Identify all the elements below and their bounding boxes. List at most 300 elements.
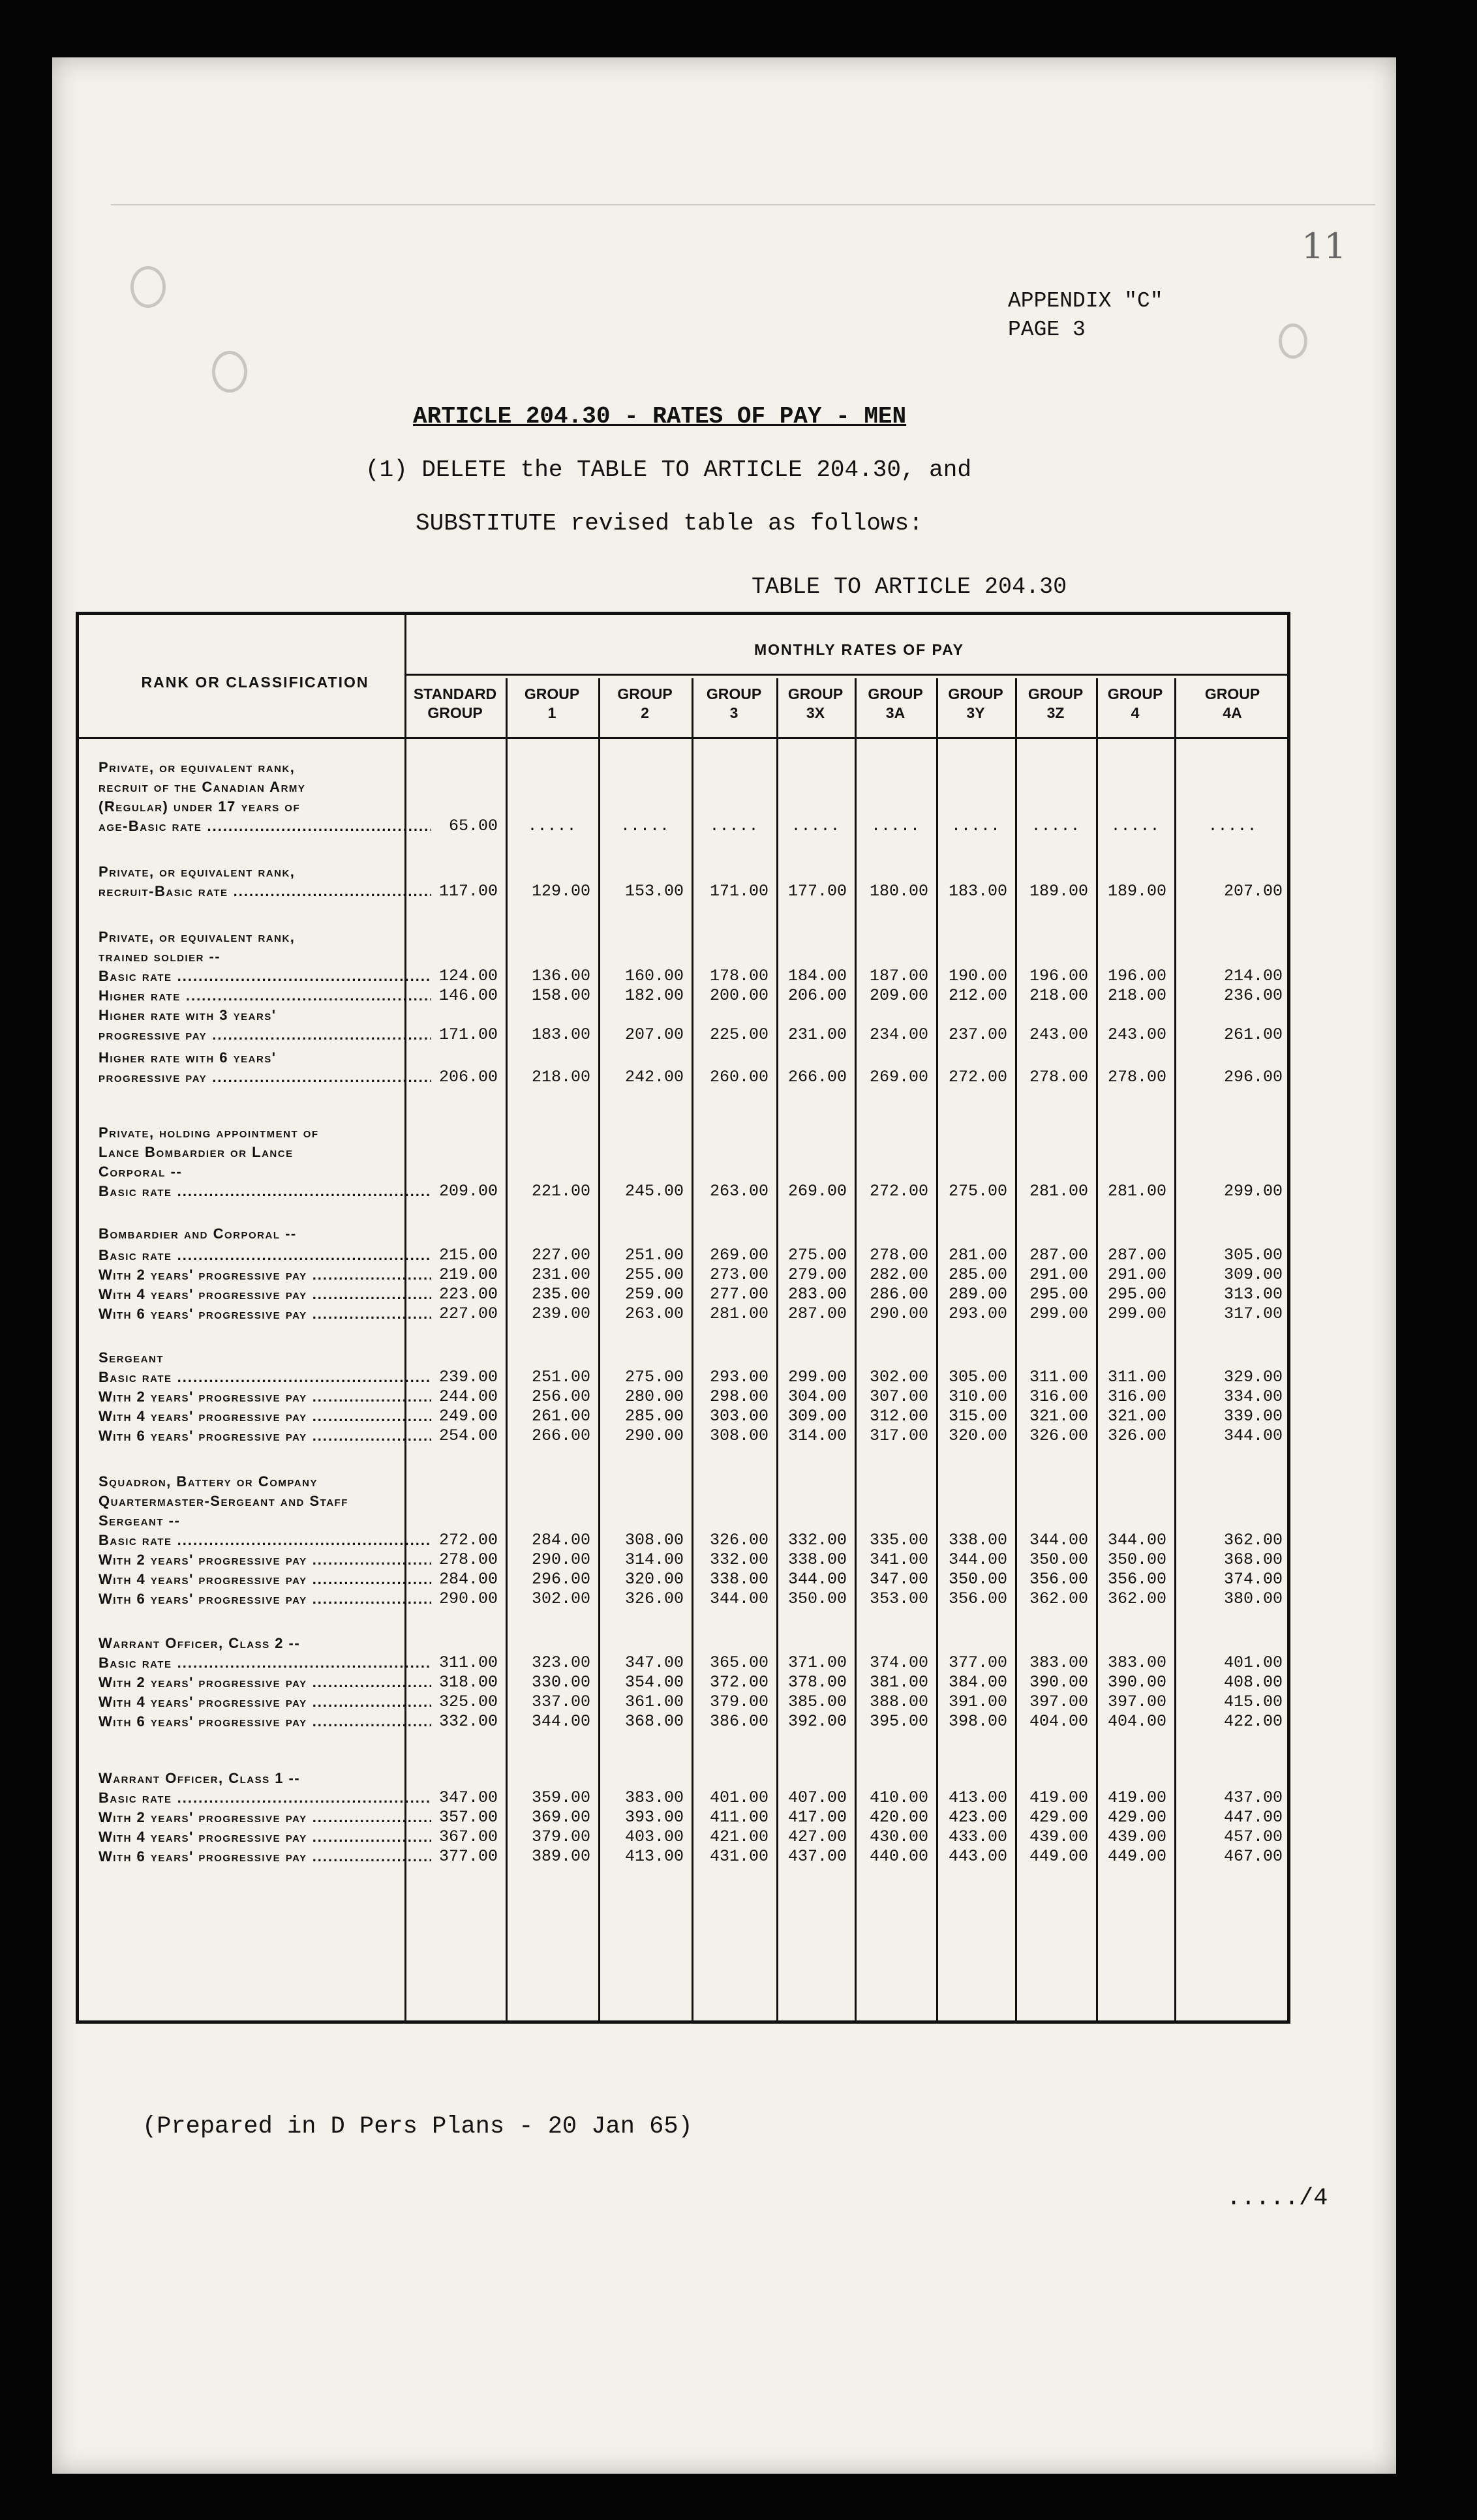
rate-cell: 431.00 [709, 1847, 769, 1866]
rate-cell: 332.00 [787, 1531, 847, 1550]
rate-cell: 368.00 [624, 1712, 684, 1731]
rate-cell: 385.00 [787, 1692, 847, 1711]
rate-cell: 65.00 [448, 817, 498, 835]
rate-cell: 305.00 [1223, 1246, 1283, 1265]
rate-cell: 316.00 [1107, 1387, 1166, 1406]
rate-cell: 417.00 [787, 1808, 847, 1827]
table-row [79, 1652, 1286, 1673]
rate-cell: 344.00 [531, 1712, 590, 1731]
rate-cell: 377.00 [948, 1653, 1007, 1672]
rate-cell: 317.00 [869, 1426, 928, 1445]
rate-cell: 365.00 [709, 1653, 769, 1672]
rate-cell: 235.00 [531, 1285, 590, 1304]
rate-cell: 335.00 [869, 1531, 928, 1550]
rank-label: Basic rate ..... [99, 1787, 431, 1808]
rate-cell: 269.00 [869, 1068, 928, 1087]
table-row [79, 1826, 1286, 1848]
rate-cell: 296.00 [1223, 1068, 1283, 1087]
table-row [79, 757, 1286, 778]
rate-cell: 273.00 [709, 1265, 769, 1284]
rate-cell: 207.00 [1223, 882, 1283, 901]
rate-cell: ..... [1031, 817, 1080, 835]
table-row [79, 1529, 1286, 1551]
rate-cell: 316.00 [1029, 1387, 1088, 1406]
rate-cell: 117.00 [438, 882, 498, 901]
rate-cell: 299.00 [1223, 1182, 1283, 1201]
table-row [79, 1632, 1286, 1654]
rank-label: Private, or equivalent rank, [99, 759, 296, 775]
rate-cell: 374.00 [869, 1653, 928, 1672]
rate-cell: 189.00 [1107, 882, 1166, 901]
rate-cell: 261.00 [1223, 1025, 1283, 1044]
rank-label: progressive pay ..... [99, 1024, 431, 1045]
rate-cell: 196.00 [1107, 967, 1166, 985]
rate-cell: 290.00 [531, 1550, 590, 1569]
rate-cell: 178.00 [709, 967, 769, 985]
rank-label: Private, or equivalent rank, [99, 929, 296, 945]
rate-cell: 397.00 [1107, 1692, 1166, 1711]
table-row [79, 1024, 1286, 1045]
rate-cell: 323.00 [531, 1653, 590, 1672]
table-row [79, 1568, 1286, 1590]
rank-label: Lance Bombardier or Lance [99, 1144, 294, 1160]
instruction-delete: (1) DELETE the TABLE TO ARTICLE 204.30, and [365, 457, 971, 483]
rate-cell: 344.00 [1029, 1531, 1088, 1550]
rank-header: RANK OR CLASSIFICATION [141, 674, 369, 691]
rate-cell: 255.00 [624, 1265, 684, 1284]
rate-cell: 256.00 [531, 1387, 590, 1406]
table-title: TABLE TO ARTICLE 204.30 [752, 574, 1067, 600]
table-row [79, 1767, 1286, 1789]
rate-cell: 249.00 [438, 1407, 498, 1426]
rate-cell: 218.00 [531, 1068, 590, 1087]
rate-cell: 413.00 [624, 1847, 684, 1866]
rate-cell: 439.00 [1107, 1827, 1166, 1846]
rate-cell: 403.00 [624, 1827, 684, 1846]
rate-cell: 146.00 [438, 986, 498, 1005]
rank-label: trained soldier -- [99, 948, 221, 965]
rate-cell: 289.00 [948, 1285, 1007, 1304]
rate-cell: 357.00 [438, 1808, 498, 1827]
rank-label: Private, holding appointment of [99, 1124, 319, 1141]
rate-cell: 287.00 [1107, 1246, 1166, 1265]
rate-cell: 281.00 [709, 1304, 769, 1323]
column-header: GROUP 1 [524, 685, 580, 721]
rate-cell: 136.00 [531, 967, 590, 985]
rank-label: Private, or equivalent rank, [99, 863, 296, 880]
rate-cell: 286.00 [869, 1285, 928, 1304]
rate-cell: 430.00 [869, 1827, 928, 1846]
rank-label: With 2 years' progressive pay ..... [99, 1386, 431, 1407]
rate-cell: 326.00 [624, 1589, 684, 1608]
rate-cell: 285.00 [948, 1265, 1007, 1284]
rate-cell: 314.00 [787, 1426, 847, 1445]
rank-label: Sergeant [99, 1349, 164, 1366]
rate-cell: 359.00 [531, 1788, 590, 1807]
rate-cell: 196.00 [1029, 967, 1088, 985]
rate-cell: 278.00 [1029, 1068, 1088, 1087]
rate-cell: 350.00 [1107, 1550, 1166, 1569]
rate-cell: 311.00 [1029, 1368, 1088, 1387]
rank-label: (Regular) under 17 years of [99, 798, 301, 815]
rate-cell: 379.00 [531, 1827, 590, 1846]
rates-table [76, 612, 1290, 2024]
punch-hole [212, 351, 247, 393]
rank-label: Corporal -- [99, 1163, 183, 1180]
rate-cell: 231.00 [531, 1265, 590, 1284]
table-row [79, 776, 1286, 798]
rate-cell: 308.00 [709, 1426, 769, 1445]
column-header: GROUP 4A [1204, 685, 1260, 721]
rate-cell: 309.00 [1223, 1265, 1283, 1284]
rate-cell: 330.00 [531, 1673, 590, 1692]
rate-cell: 272.00 [948, 1068, 1007, 1087]
table-row [79, 1004, 1286, 1026]
rate-cell: 320.00 [624, 1570, 684, 1589]
rate-cell: 332.00 [438, 1712, 498, 1731]
rate-cell: 397.00 [1029, 1692, 1088, 1711]
rate-cell: 275.00 [948, 1182, 1007, 1201]
rate-cell: 311.00 [438, 1653, 498, 1672]
rank-label: Bombardier and Corporal -- [99, 1225, 297, 1242]
table-row [79, 985, 1286, 1006]
rate-cell: 389.00 [531, 1847, 590, 1866]
rate-cell: 386.00 [709, 1712, 769, 1731]
rate-cell: ..... [1110, 817, 1160, 835]
rate-cell: 449.00 [1029, 1847, 1088, 1866]
rate-cell: ..... [527, 817, 577, 835]
rate-cell: ..... [709, 817, 759, 835]
table-row [79, 1672, 1286, 1693]
rate-cell: 254.00 [438, 1426, 498, 1445]
rate-cell: 380.00 [1223, 1589, 1283, 1608]
rate-cell: 272.00 [438, 1531, 498, 1550]
rate-cell: 407.00 [787, 1788, 847, 1807]
table-row [79, 861, 1286, 882]
rate-cell: 275.00 [787, 1246, 847, 1265]
rate-cell: 212.00 [948, 986, 1007, 1005]
rate-cell: 303.00 [709, 1407, 769, 1426]
rate-cell: 341.00 [869, 1550, 928, 1569]
rate-cell: 395.00 [869, 1712, 928, 1731]
rate-cell: 237.00 [948, 1025, 1007, 1044]
rate-cell: 384.00 [948, 1673, 1007, 1692]
table-row [79, 1490, 1286, 1512]
rate-cell: 278.00 [869, 1246, 928, 1265]
rate-cell: 153.00 [624, 882, 684, 901]
rate-cell: 183.00 [948, 882, 1007, 901]
rate-cell: 421.00 [709, 1827, 769, 1846]
rate-cell: 251.00 [624, 1246, 684, 1265]
table-row [79, 1303, 1286, 1325]
rate-cell: 320.00 [948, 1426, 1007, 1445]
rate-cell: 429.00 [1107, 1808, 1166, 1827]
rate-cell: 347.00 [869, 1570, 928, 1589]
rate-cell: 420.00 [869, 1808, 928, 1827]
rate-cell: 356.00 [1107, 1570, 1166, 1589]
column-header: GROUP 3A [868, 685, 923, 721]
rate-cell: 214.00 [1223, 967, 1283, 985]
rate-cell: 298.00 [709, 1387, 769, 1406]
rate-cell: 334.00 [1223, 1387, 1283, 1406]
header-divider [79, 737, 1287, 739]
rate-cell: 383.00 [1107, 1653, 1166, 1672]
rate-cell: 326.00 [709, 1531, 769, 1550]
rate-cell: 124.00 [438, 967, 498, 985]
rate-cell: 361.00 [624, 1692, 684, 1711]
rate-cell: 206.00 [438, 1068, 498, 1087]
rate-cell: 344.00 [787, 1570, 847, 1589]
rate-cell: 242.00 [624, 1068, 684, 1087]
monthly-rates-header: MONTHLY RATES OF PAY [754, 641, 964, 658]
rank-label: With 6 years' progressive pay ..... [99, 1303, 431, 1325]
rate-cell: 293.00 [709, 1368, 769, 1387]
rate-cell: 299.00 [787, 1368, 847, 1387]
punch-hole [1279, 323, 1307, 359]
rate-cell: 281.00 [1107, 1182, 1166, 1201]
rate-cell: 350.00 [787, 1589, 847, 1608]
rate-cell: 304.00 [787, 1387, 847, 1406]
rate-cell: 293.00 [948, 1304, 1007, 1323]
rate-cell: 390.00 [1107, 1673, 1166, 1692]
rate-cell: 299.00 [1029, 1304, 1088, 1323]
rank-label: With 6 years' progressive pay ..... [99, 1711, 431, 1732]
rate-cell: 287.00 [1029, 1246, 1088, 1265]
rate-cell: 367.00 [438, 1827, 498, 1846]
rate-cell: 356.00 [1029, 1570, 1088, 1589]
rate-cell: 344.00 [948, 1550, 1007, 1569]
rate-cell: 339.00 [1223, 1407, 1283, 1426]
rate-cell: 281.00 [948, 1246, 1007, 1265]
rate-cell: 338.00 [709, 1570, 769, 1589]
table-row [79, 1711, 1286, 1732]
header-divider [404, 674, 1287, 676]
rank-label: With 6 years' progressive pay ..... [99, 1588, 431, 1610]
rank-label: Basic rate ..... [99, 1529, 431, 1551]
rate-cell: 272.00 [869, 1182, 928, 1201]
rate-cell: 401.00 [1223, 1653, 1283, 1672]
rate-cell: 239.00 [438, 1368, 498, 1387]
table-row [79, 965, 1286, 987]
rank-label: recruit-Basic rate ..... [99, 880, 431, 902]
rate-cell: 356.00 [948, 1589, 1007, 1608]
rate-cell: 239.00 [531, 1304, 590, 1323]
rate-cell: 227.00 [438, 1304, 498, 1323]
rate-cell: 187.00 [869, 967, 928, 985]
rate-cell: 200.00 [709, 986, 769, 1005]
table-row [79, 926, 1286, 948]
table-row [79, 946, 1286, 967]
column-header: GROUP 3Z [1028, 685, 1084, 721]
rate-cell: 278.00 [438, 1550, 498, 1569]
rate-cell: 171.00 [438, 1025, 498, 1044]
table-row [79, 1264, 1286, 1285]
rate-cell: 312.00 [869, 1407, 928, 1426]
rate-cell: 383.00 [624, 1788, 684, 1807]
table-row [79, 1471, 1286, 1492]
rank-label: Squadron, Battery or Company [99, 1473, 318, 1490]
rate-cell: 310.00 [948, 1387, 1007, 1406]
rate-cell: 209.00 [869, 986, 928, 1005]
rate-cell: 378.00 [787, 1673, 847, 1692]
rate-cell: 383.00 [1029, 1653, 1088, 1672]
table-row [79, 1161, 1286, 1182]
rate-cell: 344.00 [709, 1589, 769, 1608]
rate-cell: 392.00 [787, 1712, 847, 1731]
rate-cell: 337.00 [531, 1692, 590, 1711]
rate-cell: 317.00 [1223, 1304, 1283, 1323]
rate-cell: 393.00 [624, 1808, 684, 1827]
rate-cell: 401.00 [709, 1788, 769, 1807]
rate-cell: ..... [870, 817, 920, 835]
rank-label: Higher rate with 6 years' [99, 1049, 277, 1066]
table-row [79, 1223, 1286, 1244]
appendix-block [1008, 287, 1163, 344]
rate-cell: 266.00 [531, 1426, 590, 1445]
rate-cell: 372.00 [709, 1673, 769, 1692]
rate-cell: 381.00 [869, 1673, 928, 1692]
rate-cell: 231.00 [787, 1025, 847, 1044]
table-row [79, 1122, 1286, 1143]
column-header: GROUP 4 [1107, 685, 1163, 721]
column-header: STANDARD GROUP [413, 685, 497, 721]
page-label: PAGE 3 [1008, 318, 1086, 342]
rank-label: Warrant Officer, Class 1 -- [99, 1770, 301, 1786]
rate-cell: 221.00 [531, 1182, 590, 1201]
rate-cell: 398.00 [948, 1712, 1007, 1731]
rate-cell: 350.00 [1029, 1550, 1088, 1569]
rate-cell: 332.00 [709, 1550, 769, 1569]
rank-label: With 4 years' progressive pay ..... [99, 1691, 431, 1713]
table-row [79, 1347, 1286, 1368]
rate-cell: 291.00 [1107, 1265, 1166, 1284]
rate-cell: 354.00 [624, 1673, 684, 1692]
rate-cell: 391.00 [948, 1692, 1007, 1711]
table-row [79, 1425, 1286, 1447]
table-row [79, 1807, 1286, 1828]
rate-cell: 371.00 [787, 1653, 847, 1672]
prepared-note: (Prepared in D Pers Plans - 20 Jan 65) [142, 2113, 693, 2140]
rate-cell: ..... [620, 817, 669, 835]
rate-cell: 295.00 [1029, 1285, 1088, 1304]
table-row [79, 1510, 1286, 1531]
rate-cell: 225.00 [709, 1025, 769, 1044]
rank-label: With 4 years' progressive pay ..... [99, 1283, 431, 1305]
rank-label: recruit of the Canadian Army [99, 779, 306, 795]
rate-cell: 314.00 [624, 1550, 684, 1569]
rate-cell: 326.00 [1029, 1426, 1088, 1445]
rate-cell: 296.00 [531, 1570, 590, 1589]
rate-cell: 423.00 [948, 1808, 1007, 1827]
rate-cell: 243.00 [1029, 1025, 1088, 1044]
rank-label: With 2 years' progressive pay ..... [99, 1807, 431, 1828]
rate-cell: 374.00 [1223, 1570, 1283, 1589]
table-row [79, 1549, 1286, 1570]
rate-cell: 215.00 [438, 1246, 498, 1265]
rank-label: Warrant Officer, Class 2 -- [99, 1635, 301, 1651]
table-row [79, 1141, 1286, 1163]
rank-label: Basic rate ..... [99, 1244, 431, 1266]
rate-cell: 260.00 [709, 1068, 769, 1087]
rate-cell: 439.00 [1029, 1827, 1088, 1846]
rate-cell: 284.00 [438, 1570, 498, 1589]
rate-cell: 388.00 [869, 1692, 928, 1711]
rate-cell: 218.00 [1107, 986, 1166, 1005]
article-title: ARTICLE 204.30 - RATES OF PAY - MEN [413, 403, 907, 430]
rate-cell: 158.00 [531, 986, 590, 1005]
rate-cell: 326.00 [1107, 1426, 1166, 1445]
rank-label: progressive pay ..... [99, 1066, 431, 1088]
rate-cell: 447.00 [1223, 1808, 1283, 1827]
rate-cell: 422.00 [1223, 1712, 1283, 1731]
rate-cell: 184.00 [787, 967, 847, 985]
rate-cell: 223.00 [438, 1285, 498, 1304]
table-row [79, 1066, 1286, 1088]
rate-cell: 290.00 [869, 1304, 928, 1323]
appendix-label: APPENDIX "C" [1008, 289, 1163, 313]
table-row [79, 1283, 1286, 1305]
rate-cell: 329.00 [1223, 1368, 1283, 1387]
rate-cell: 284.00 [531, 1531, 590, 1550]
rate-cell: 189.00 [1029, 882, 1088, 901]
rank-label: With 4 years' progressive pay ..... [99, 1405, 431, 1427]
rate-cell: 390.00 [1029, 1673, 1088, 1692]
rate-cell: 429.00 [1029, 1808, 1088, 1827]
rate-cell: 309.00 [787, 1407, 847, 1426]
rate-cell: 302.00 [531, 1589, 590, 1608]
rate-cell: 277.00 [709, 1285, 769, 1304]
rate-cell: 308.00 [624, 1531, 684, 1550]
rate-cell: 263.00 [624, 1304, 684, 1323]
rate-cell: 182.00 [624, 986, 684, 1005]
rate-cell: 234.00 [869, 1025, 928, 1044]
rate-cell: 321.00 [1029, 1407, 1088, 1426]
rate-cell: 244.00 [438, 1387, 498, 1406]
table-row [79, 1386, 1286, 1407]
rate-cell: 467.00 [1223, 1847, 1283, 1866]
rate-cell: 437.00 [1223, 1788, 1283, 1807]
rate-cell: 295.00 [1107, 1285, 1166, 1304]
rate-cell: 344.00 [1223, 1426, 1283, 1445]
rate-cell: 209.00 [438, 1182, 498, 1201]
rate-cell: 427.00 [787, 1827, 847, 1846]
table-row [79, 1787, 1286, 1808]
table-row [79, 880, 1286, 902]
rate-cell: 305.00 [948, 1368, 1007, 1387]
rate-cell: ..... [791, 817, 840, 835]
rank-label: With 2 years' progressive pay ..... [99, 1672, 431, 1693]
rank-label: Sergeant -- [99, 1512, 181, 1529]
rate-cell: 433.00 [948, 1827, 1007, 1846]
rank-label: With 2 years' progressive pay ..... [99, 1549, 431, 1570]
rank-label: With 6 years' progressive pay ..... [99, 1425, 431, 1447]
table-row [79, 1691, 1286, 1713]
rank-label: With 4 years' progressive pay ..... [99, 1826, 431, 1848]
rate-cell: 206.00 [787, 986, 847, 1005]
rate-cell: 261.00 [531, 1407, 590, 1426]
rate-cell: 287.00 [787, 1304, 847, 1323]
table-row [79, 796, 1286, 817]
page-number: 11 [1302, 226, 1347, 267]
table-row [79, 1180, 1286, 1202]
rate-cell: 404.00 [1107, 1712, 1166, 1731]
rate-cell: 279.00 [787, 1265, 847, 1284]
rate-cell: 362.00 [1029, 1589, 1088, 1608]
rate-cell: 266.00 [787, 1068, 847, 1087]
rate-cell: 290.00 [624, 1426, 684, 1445]
rate-cell: 243.00 [1107, 1025, 1166, 1044]
rate-cell: 408.00 [1223, 1673, 1283, 1692]
